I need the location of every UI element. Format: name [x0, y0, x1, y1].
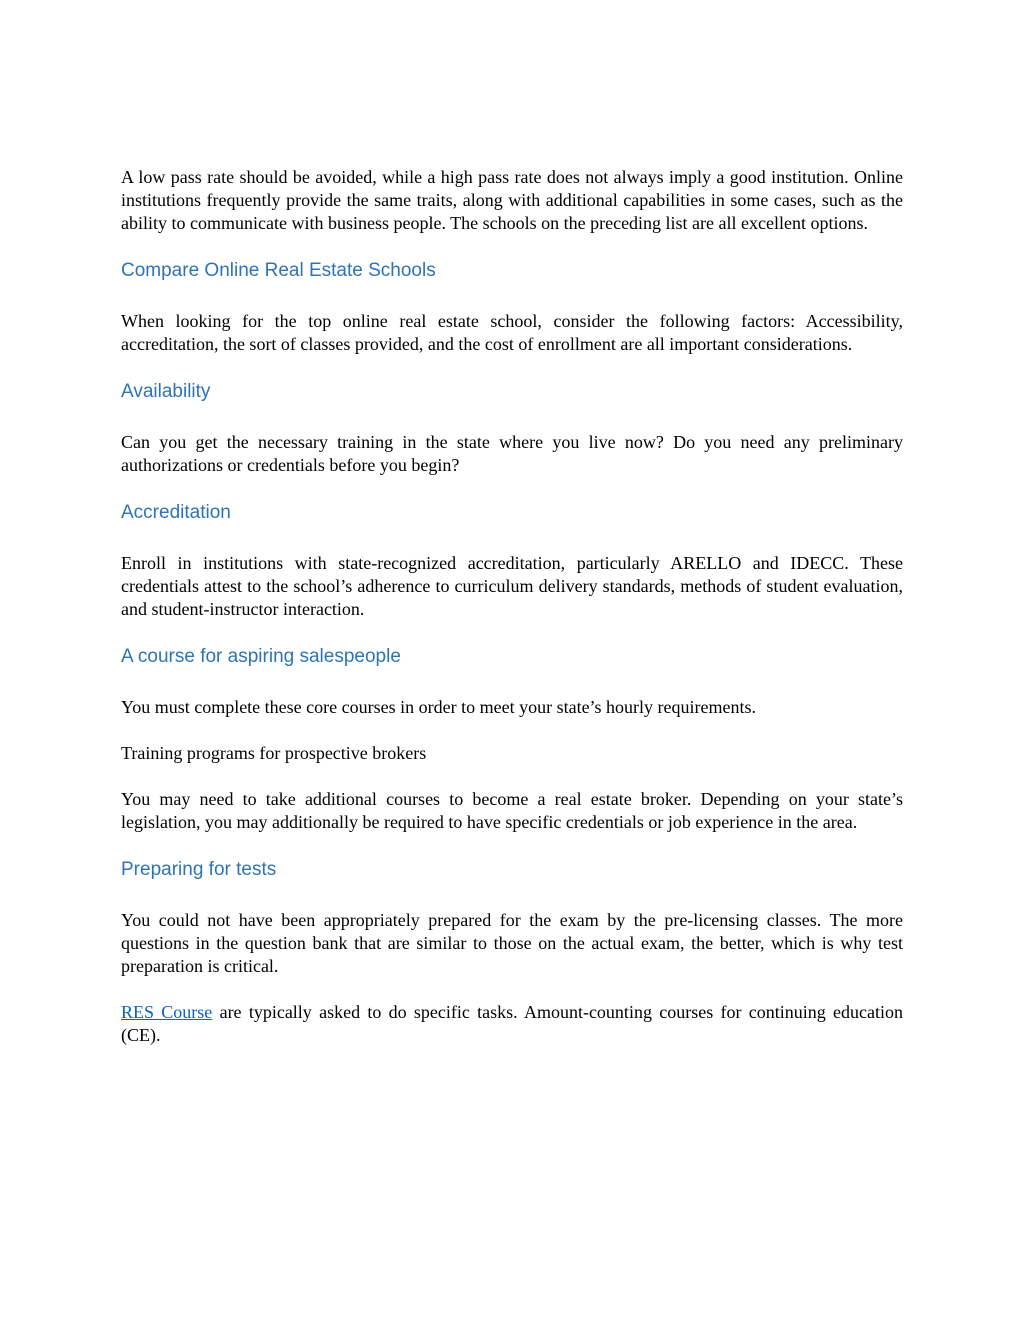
- res-course-text: are typically asked to do specific tasks. Amount-counting courses for continuing education (CE).: [121, 1002, 903, 1045]
- paragraph-broker-requirements: You may need to take additional courses to become a real estate broker. Depending on your state’s legislation, you may additionally be required to have specific credentials or job experience in the area.: [121, 789, 903, 832]
- paragraph-broker-programs: Training programs for prospective brokers: [121, 743, 427, 763]
- paragraph-accreditation: Enroll in institutions with state-recognized accreditation, particularly ARELLO and IDECC. These credentials attest to the school’s adherence to curriculum delivery standards, methods of student evaluation, and student-instructor interaction.: [121, 553, 903, 619]
- paragraph-factors: When looking for the top online real estate school, consider the following factors: Accessibility, accreditation, the sort of classes provided, and the cost of enrollment are all important considerations.: [121, 311, 903, 354]
- paragraph-availability: Can you get the necessary training in the state where you live now? Do you need any preliminary authorizations or credentials before you begin?: [121, 432, 903, 475]
- heading-preparing-tests: Preparing for tests: [121, 859, 277, 880]
- heading-accreditation: Accreditation: [121, 502, 231, 523]
- paragraph-pass-rate: A low pass rate should be avoided, while a high pass rate does not always imply a good institution. Online institutions frequently provide the same traits, along with additional capabilities in some cases, such as the ability to communicate with business people. The schools on the preceding list are all excellent options.: [121, 167, 903, 233]
- heading-availability: Availability: [121, 381, 211, 402]
- paragraph-test-prep: You could not have been appropriately prepared for the exam by the pre-licensing classes. The more questions in the question bank that are similar to those on the actual exam, the better, which is why test preparation is critical.: [121, 910, 903, 976]
- res-course-link[interactable]: RES Course: [121, 1002, 213, 1022]
- paragraph-res-course: [121, 1001, 903, 1047]
- heading-compare-schools: Compare Online Real Estate Schools: [121, 260, 436, 281]
- paragraph-core-courses: You must complete these core courses in order to meet your state’s hourly requirements.: [121, 697, 757, 717]
- document-page: [121, 166, 903, 1047]
- heading-salespeople-course: A course for aspiring salespeople: [121, 646, 401, 667]
